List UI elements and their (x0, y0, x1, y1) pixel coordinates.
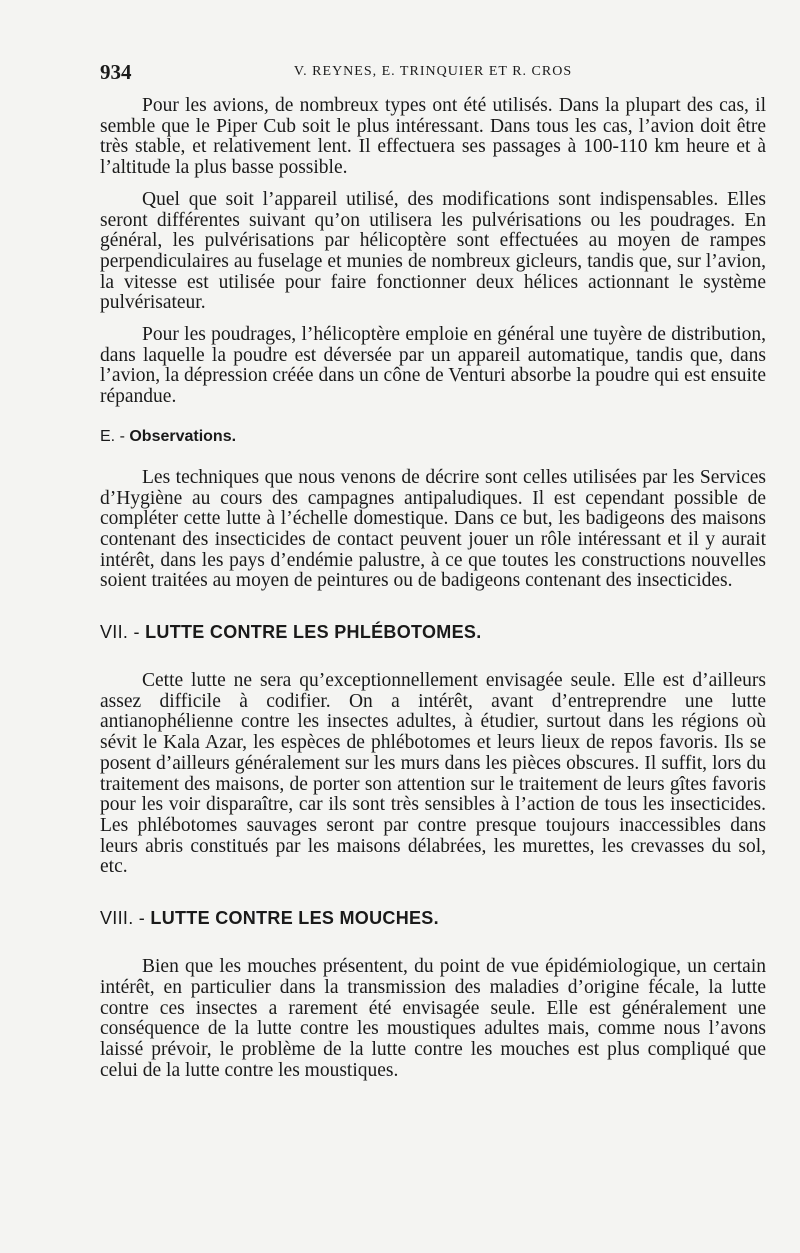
paragraph-mouches: Bien que les mouches présentent, du point de vue épidémiologique, un certain intérêt, en particulier dans la transmission des maladies d’origine fécale, la lutte contre ces insectes a rarement été envisagée seule. Elle est généralement une conséquence de la lutte contre les moustiques adultes mais, comme nous l’avons laissé prévoir, le problème de la lutte contre les mouches est plus compliqué que celui de la lutte contre les moustiques. (100, 956, 766, 1081)
section-number: VII. - (100, 622, 146, 643)
page-number: 934 (100, 60, 132, 84)
paragraph-aircraft-types: Pour les avions, de nombreux types ont été utilisés. Dans la plupart des cas, il semble que le Piper Cub soit le plus intéressant. Dans tous les cas, l’avion doit être très stable, et relativement lent. Il effectuera ses passages à 100-110 km heure et à l’altitude la plus basse possible. (100, 95, 766, 179)
section-heading-mouches (100, 908, 766, 929)
header-authors: V. REYNES, E. TRINQUIER ET R. CROS (293, 64, 573, 79)
paragraph-observations: Les techniques que nous venons de décrire sont celles utilisées par les Services d’Hygiène au cours des campagnes antipaludiques. Il est cependant possible de compléter cette lutte à l’échelle domestique. Dans ce but, les badigeons des maisons contenant des insecticides de contact peuvent jouer un rôle intéressant et il y aurait intérêt, dans les pays d’endémie palustre, à ce que toutes les constructions nouvelles soient traitées au moyen de peintures ou de badigeons contenant des insecticides. (100, 466, 766, 592)
running-head (100, 60, 766, 90)
subsection-heading-observations (100, 428, 766, 446)
subsection-prefix: E. - (100, 427, 130, 445)
section-title: LUTTE CONTRE LES PHLÉBOTOMES. (145, 622, 482, 643)
section-number: VIII. - (100, 908, 151, 929)
section-title: LUTTE CONTRE LES MOUCHES. (150, 908, 439, 929)
subsection-title: Observations. (129, 427, 237, 445)
section-heading-phlebotomes (100, 622, 766, 643)
paragraph-modifications: Quel que soit l’appareil utilisé, des modifications sont indispensables. Elles seront différentes suivant qu’on utilisera les pulvérisations ou les poudrages. En général, les pulvérisations par hélicoptère sont effectuées au moyen de rampes perpendiculaires au fuselage et munies de nombreux gicleurs, tandis que, sur l’avion, la vitesse est utilisée pour faire fonctionner deux hélices actionnant le système pulvérisateur. (100, 188, 766, 314)
document-page (100, 60, 766, 1240)
paragraph-dusting: Pour les poudrages, l’hélicoptère emploie en général une tuyère de distribution, dans laquelle la poudre est déversée par un appareil automatique, tandis que, dans l’avion, la dépression créée dans un cône de Venturi absorbe la poudre qui est ensuite répandue. (100, 324, 766, 408)
paragraph-phlebotomes: Cette lutte ne sera qu’exceptionnellement envisagée seule. Elle est d’ailleurs assez difficile à codifier. On a intérêt, avant d’entreprendre une lutte antianophélienne contre les insectes adultes, à étudier, surtout dans les régions où sévit le Kala Azar, les espèces de phlébotomes et leurs lieux de repos favoris. Ils se posent d’ailleurs généralement sur les murs dans les pièces obscures. Il suffit, lors du traitement des maisons, de porter son attention sur le traitement de leurs gîtes favoris pour les voir disparaître, car ils sont très sensibles à l’action de tous les insecticides. Les phlébotomes sauvages seront par contre presque toujours inaccessibles dans leurs abris constitués par les maisons délabrées, les murettes, les crevasses du sol, etc. (100, 670, 766, 878)
